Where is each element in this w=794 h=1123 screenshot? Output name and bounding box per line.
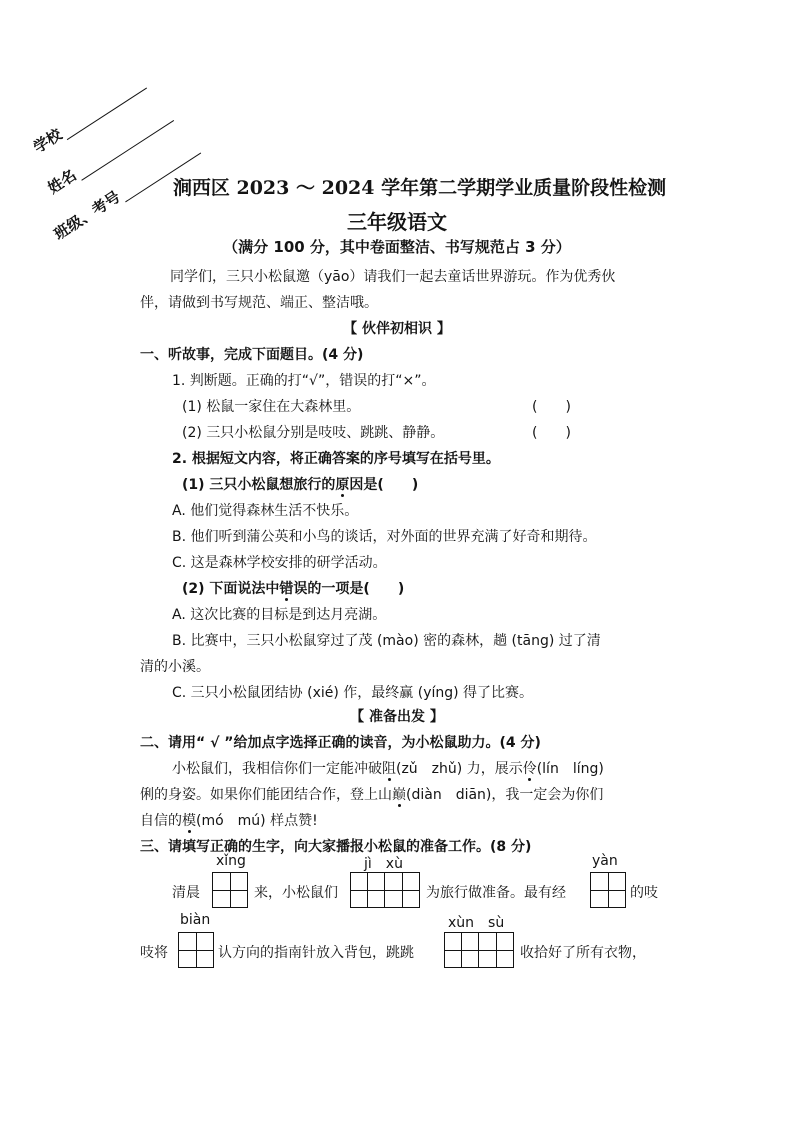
q2-1-option-c: C. 这是森林学校安排的研学活动。 xyxy=(172,555,387,571)
exam-subject: 三年级语文 xyxy=(347,210,447,234)
class-label: 班级、考号 xyxy=(50,187,124,244)
q2-2-stem-b: 误的一项是 xyxy=(293,581,364,597)
pinyin-xun-su: xùn sù xyxy=(448,915,505,931)
pinyin-yan: yàn xyxy=(592,853,618,869)
s2-dotted-zu: 阻 xyxy=(382,761,396,777)
intro-line-2: 伴，请做到书写规范、端正、整洁哦。 xyxy=(140,295,378,311)
grid-bian[interactable] xyxy=(178,932,214,968)
q2-1-option-b: B. 他们听到蒲公英和小鸟的谈话，对外面的世界充满了好奇和期待。 xyxy=(172,529,597,545)
q1-item-1-answer[interactable]: ( ) xyxy=(532,399,571,415)
s3-text-b: 来，小松鼠们 xyxy=(254,885,338,901)
school-label: 学校 xyxy=(30,125,66,157)
section2-para-line-3 xyxy=(140,810,318,830)
q2-1-dotted-char: 原 xyxy=(335,477,350,493)
name-label: 姓名 xyxy=(44,165,80,198)
exam-title: 涧西区 2023 ～ 2024 学年第二学期学业质量阶段性检测 xyxy=(172,177,667,199)
section2-para-line-1 xyxy=(172,758,604,778)
pinyin-bian: biàn xyxy=(180,912,211,928)
s2-l1-a: 小松鼠们，我相信你们一定能冲破 xyxy=(172,761,382,777)
section2-para-line-2 xyxy=(140,784,603,804)
s2-l2-b[interactable]: (diàn diān)，我一定会为你们 xyxy=(406,787,604,803)
q1-item-2: (2) 三只小松鼠分别是吱吱、跳跳、静静。 xyxy=(182,425,445,441)
s2-l2-a: 俐的身姿。如果你们能团结合作，登上山 xyxy=(140,787,392,803)
q2-2-option-b: B. 比赛中，三只小松鼠穿过了茂 (mào) 密的森林，趟 (tāng) 过了清 xyxy=(172,633,601,649)
s3-text-e: 吱将 xyxy=(140,945,168,961)
q2-2-option-b-cont: 清的小溪。 xyxy=(140,659,210,675)
q2-1-stem-a: (1) 三只小松鼠想旅行的 xyxy=(182,477,336,493)
s3-text-c: 为旅行做准备。最有经 xyxy=(426,885,566,901)
s2-dotted-dian: 巅 xyxy=(392,787,406,803)
q2-2-answer[interactable]: ( ) xyxy=(363,581,405,597)
s2-l3-b[interactable]: (mó mú) 样点赞! xyxy=(196,813,318,829)
s2-l3-a: 自信的 xyxy=(140,813,182,829)
section1-heading: 一、听故事，完成下面题目。(4 分) xyxy=(140,347,364,363)
grid-yan[interactable] xyxy=(590,872,626,908)
q2-1-stem xyxy=(182,474,418,494)
q2-instruction: 2. 根据短文内容，将正确答案的序号填写在括号里。 xyxy=(172,451,500,467)
intro-line-1: 同学们，三只小松鼠邀（yāo）请我们一起去童话世界游玩。作为优秀伙 xyxy=(170,269,616,285)
grid-ji-xu[interactable] xyxy=(350,872,420,908)
s3-text-g: 收拾好了所有衣物， xyxy=(520,945,646,961)
q2-1-stem-b: 因是 xyxy=(349,477,378,493)
s2-dotted-ling: 伶 xyxy=(522,761,537,777)
q2-2-option-a: A. 这次比赛的目标是到达月亮湖。 xyxy=(172,607,387,623)
section-banner-2: 【 准备出发 】 xyxy=(350,709,444,725)
section3-heading: 三、请填写正确的生字，向大家播报小松鼠的准备工作。(8 分) xyxy=(140,839,532,855)
section2-heading: 二、请用“ √ ”给加点字选择正确的读音，为小松鼠助力。(4 分) xyxy=(140,735,541,751)
q2-2-stem xyxy=(182,578,404,598)
q1-item-1: (1) 松鼠一家住在大森林里。 xyxy=(182,399,361,415)
s3-text-f: 认方向的指南针放入背包，跳跳 xyxy=(218,945,414,961)
grid-xun-su[interactable] xyxy=(444,932,514,968)
s2-dotted-mo: 模 xyxy=(182,813,196,829)
s3-text-d: 的吱 xyxy=(630,885,658,901)
s3-text-a: 清晨 xyxy=(172,885,200,901)
q1-instruction: 1. 判断题。正确的打“√”，错误的打“×”。 xyxy=(172,373,436,389)
q2-2-dotted-char: 错 xyxy=(279,581,294,597)
q2-1-option-a: A. 他们觉得森林生活不快乐。 xyxy=(172,503,359,519)
s2-l1-b[interactable]: (zǔ zhǔ) 力，展示 xyxy=(396,761,523,777)
score-note: （满分 100 分，其中卷面整洁、书写规范占 3 分） xyxy=(223,238,571,256)
s2-l1-c[interactable]: (lín líng) xyxy=(536,761,604,777)
pinyin-ji-xu: jì xù xyxy=(364,856,403,872)
q2-2-option-c: C. 三只小松鼠团结协 (xié) 作，最终赢 (yíng) 得了比赛。 xyxy=(172,685,534,701)
grid-xing[interactable] xyxy=(212,872,248,908)
q2-1-answer[interactable]: ( ) xyxy=(377,477,419,493)
q1-item-2-answer[interactable]: ( ) xyxy=(532,425,571,441)
q2-2-stem-a: (2) 下面说法中 xyxy=(182,581,280,597)
section-banner-1: 【 伙伴初相识 】 xyxy=(343,321,451,337)
pinyin-xing: xǐng xyxy=(216,853,246,869)
